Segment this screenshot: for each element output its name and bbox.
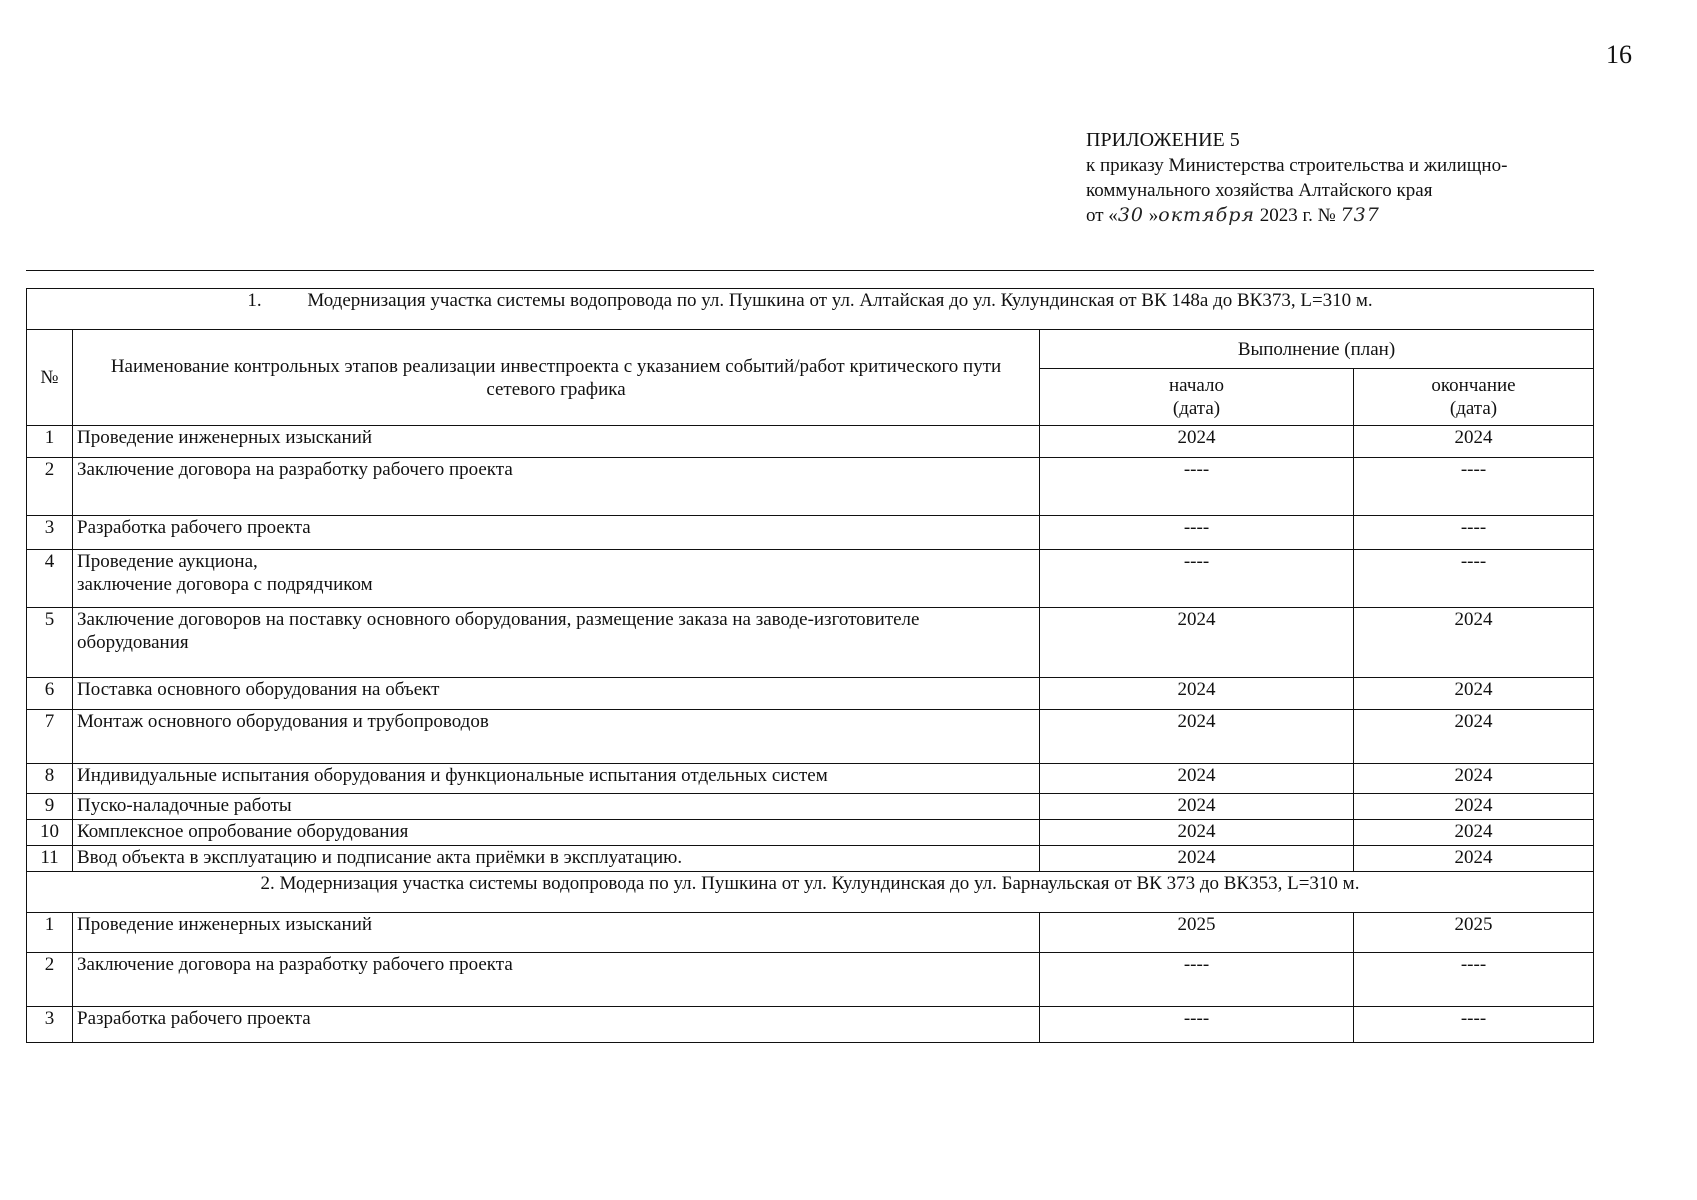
table-row — [27, 953, 1594, 1007]
row-number: 3 — [27, 1007, 73, 1043]
section-title-row-2 — [27, 872, 1594, 913]
table-row — [27, 913, 1594, 953]
end-date: 2024 — [1354, 846, 1594, 872]
start-date: 2025 — [1040, 913, 1354, 953]
page-number: 16 — [1606, 40, 1632, 69]
handwritten-day: 30 — [1117, 204, 1144, 226]
row-number: 2 — [27, 953, 73, 1007]
row-number: 6 — [27, 678, 73, 710]
plan-table — [26, 288, 1594, 1043]
start-date: 2024 — [1040, 608, 1354, 678]
appendix-date-line — [1086, 203, 1507, 228]
section-title-text: 2. Модернизация участка системы водопровода по ул. Пушкина от ул. Кулундинская до ул. Барнаульская от ВК 373 до ВК353, L=310 м. — [260, 873, 1360, 894]
section-number: 1. — [247, 290, 262, 311]
table-row — [27, 710, 1594, 764]
header-end: окончание (дата) — [1354, 369, 1594, 426]
row-number: 11 — [27, 846, 73, 872]
row-number: 1 — [27, 913, 73, 953]
start-date: 2024 — [1040, 820, 1354, 846]
date-prefix: от « — [1086, 205, 1118, 226]
start-date: 2024 — [1040, 426, 1354, 458]
stage-name: Ввод объекта в эксплуатацию и подписание акта приёмки в эксплуатацию. — [73, 846, 1040, 872]
end-date: ---- — [1354, 516, 1594, 550]
start-date: ---- — [1040, 550, 1354, 608]
table-row — [27, 678, 1594, 710]
table-row — [27, 426, 1594, 458]
start-date: ---- — [1040, 1007, 1354, 1043]
stage-name: Поставка основного оборудования на объект — [73, 678, 1040, 710]
start-date: 2024 — [1040, 764, 1354, 794]
appendix-line-2: коммунального хозяйства Алтайского края — [1086, 180, 1433, 201]
table-row — [27, 1007, 1594, 1043]
stage-name: Разработка рабочего проекта — [73, 1007, 1040, 1043]
stage-name: Проведение инженерных изысканий — [73, 913, 1040, 953]
row-number: 2 — [27, 458, 73, 516]
appendix-block — [1086, 128, 1507, 228]
row-number: 4 — [27, 550, 73, 608]
top-rule — [26, 270, 1594, 271]
start-date: 2024 — [1040, 678, 1354, 710]
row-number: 7 — [27, 710, 73, 764]
section-title — [27, 872, 1594, 913]
end-date: 2024 — [1354, 710, 1594, 764]
row-number: 3 — [27, 516, 73, 550]
stage-name: Монтаж основного оборудования и трубопроводов — [73, 710, 1040, 764]
end-date: 2025 — [1354, 913, 1594, 953]
stage-name: Заключение договора на разработку рабочего проекта — [73, 458, 1040, 516]
stage-name: Заключение договоров на поставку основного оборудования, размещение заказа на заводе-изготовителе оборудования — [73, 608, 1040, 678]
row-number: 9 — [27, 794, 73, 820]
start-date: 2024 — [1040, 710, 1354, 764]
stage-name: Индивидуальные испытания оборудования и функциональные испытания отдельных систем — [73, 764, 1040, 794]
section-title-row-1 — [27, 289, 1594, 330]
handwritten-month: октября — [1158, 204, 1255, 226]
end-date: 2024 — [1354, 426, 1594, 458]
header-start: начало (дата) — [1040, 369, 1354, 426]
date-year: 2023 г. № — [1259, 205, 1336, 226]
table-row — [27, 820, 1594, 846]
header-plan: Выполнение (план) — [1040, 330, 1594, 369]
handwritten-number: 737 — [1340, 204, 1380, 226]
date-mid: » — [1148, 205, 1159, 226]
header-row — [27, 330, 1594, 369]
end-date: 2024 — [1354, 608, 1594, 678]
table-row — [27, 846, 1594, 872]
table-row — [27, 794, 1594, 820]
row-number: 8 — [27, 764, 73, 794]
row-number: 5 — [27, 608, 73, 678]
section-title-text: Модернизация участка системы водопровода по ул. Пушкина от ул. Алтайская до ул. Кулундинская от ВК 148а до ВК373, L=310 м. — [307, 290, 1373, 311]
end-date: ---- — [1354, 1007, 1594, 1043]
end-date: 2024 — [1354, 794, 1594, 820]
end-date: ---- — [1354, 953, 1594, 1007]
start-date: 2024 — [1040, 846, 1354, 872]
stage-name: Пуско-наладочные работы — [73, 794, 1040, 820]
table-row — [27, 458, 1594, 516]
end-date: ---- — [1354, 550, 1594, 608]
start-date: ---- — [1040, 953, 1354, 1007]
appendix-line-1: к приказу Министерства строительства и жилищно- — [1086, 155, 1508, 176]
stage-name: Разработка рабочего проекта — [73, 516, 1040, 550]
header-number: № — [27, 330, 73, 426]
table-row — [27, 608, 1594, 678]
table-row — [27, 764, 1594, 794]
table-row — [27, 516, 1594, 550]
row-number: 10 — [27, 820, 73, 846]
start-date: ---- — [1040, 458, 1354, 516]
stage-name: Проведение аукциона, заключение договора с подрядчиком — [73, 550, 1040, 608]
header-stage-name: Наименование контрольных этапов реализации инвестпроекта с указанием событий/работ критического пути сетевого графика — [73, 330, 1040, 426]
end-date: 2024 — [1354, 820, 1594, 846]
row-number: 1 — [27, 426, 73, 458]
stage-name: Проведение инженерных изысканий — [73, 426, 1040, 458]
section-title — [27, 289, 1594, 330]
stage-name: Комплексное опробование оборудования — [73, 820, 1040, 846]
stage-name: Заключение договора на разработку рабочего проекта — [73, 953, 1040, 1007]
start-date: ---- — [1040, 516, 1354, 550]
start-date: 2024 — [1040, 794, 1354, 820]
end-date: ---- — [1354, 458, 1594, 516]
end-date: 2024 — [1354, 678, 1594, 710]
appendix-title: ПРИЛОЖЕНИЕ 5 — [1086, 129, 1240, 151]
end-date: 2024 — [1354, 764, 1594, 794]
table-row — [27, 550, 1594, 608]
